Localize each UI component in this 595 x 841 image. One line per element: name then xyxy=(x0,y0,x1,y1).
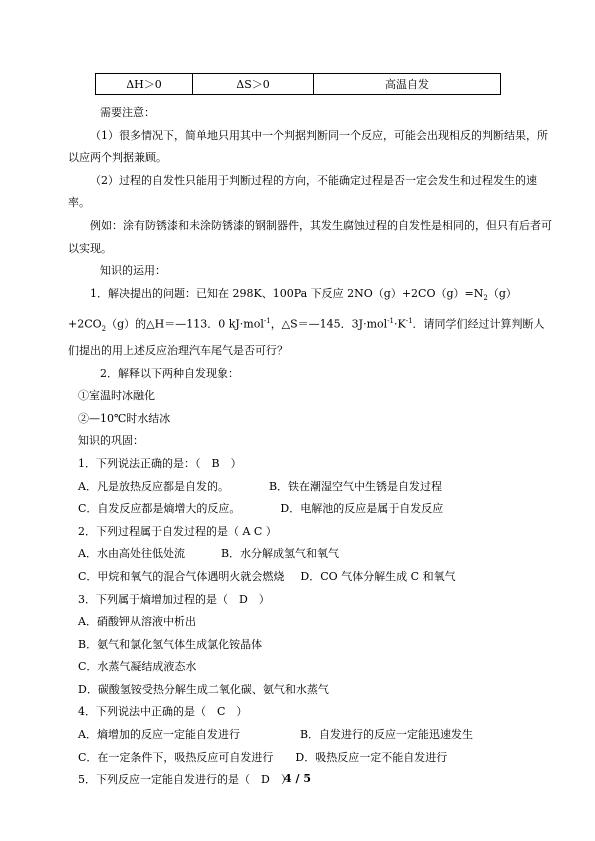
exercise-1-options-ab: A．凡是放热反应都是自发的。 B．铁在潮湿空气中生锈是自发过程 xyxy=(78,479,443,493)
consolidation-heading: 知识的巩固： xyxy=(78,434,144,448)
page-number: 4 / 5 xyxy=(284,772,311,785)
question-2: 2．解释以下两种自发现象： xyxy=(100,366,239,380)
exercise-4-options-ab: A．熵增加的反应一定能自发进行 B．自发进行的反应一定能迅速发生 xyxy=(78,728,474,742)
exercise-5-stem: 5．下列反应一定能自发进行的是（ D ） xyxy=(78,773,292,787)
example-paragraph: 例如：涂有防锈漆和未涂防锈漆的钢制器件，其发生腐蚀过程的自发性是相同的，但只有后者可以实现。 xyxy=(68,218,552,255)
table-cell-dh: ΔH＞0 xyxy=(96,74,193,95)
exercise-2-stem: 2．下列过程属于自发过程的是（ A C ） xyxy=(78,524,277,538)
document-body xyxy=(68,102,552,792)
criteria-table xyxy=(95,73,501,95)
phenomenon-2: ②—10℃时水结冰 xyxy=(78,411,171,425)
note-1: （1）很多情况下，简单地只用其中一个判据判断同一个反应，可能会出现相反的判断结果，所以应两个判据兼顾。 xyxy=(68,128,548,165)
phenomenon-1: ①室温时冰融化 xyxy=(78,389,155,403)
table-row xyxy=(96,74,501,95)
application-heading: 知识的运用： xyxy=(100,264,166,278)
table-cell-result: 高温自发 xyxy=(314,74,501,95)
exercise-3-option-b: B．氨气和氯化氢气体生成氯化铵晶体 xyxy=(78,637,263,651)
exercise-1-stem: 1．下列说法正确的是：（ B ） xyxy=(78,456,242,470)
exercise-2-options-cd: C．甲烷和氧气的混合气体遇明火就会燃烧 D．CO 气体分解生成 C 和氧气 xyxy=(78,569,456,583)
note-heading: 需要注意： xyxy=(100,106,155,119)
exercise-3-option-a: A．硝酸钾从溶液中析出 xyxy=(78,615,196,629)
exercise-4-stem: 4．下列说法中正确的是（ C ） xyxy=(78,705,248,719)
table-cell-ds: ΔS＞0 xyxy=(193,74,314,95)
exercise-3-option-d: D．碳酸氢铵受热分解生成二氧化碳、氨气和水蒸气 xyxy=(78,682,329,696)
exercise-3-option-c: C．水蒸气凝结成液态水 xyxy=(78,660,197,674)
exercise-2-options-ab: A．水由高处往低处流 B．水分解成氢气和氧气 xyxy=(78,547,340,561)
exercise-3-stem: 3．下列属于熵增加过程的是（ D ） xyxy=(78,592,270,606)
exercise-1-options-cd: C．自发反应都是熵增大的反应。 D．电解池的反应是属于自发反应 xyxy=(78,502,444,516)
question-1: 1．解决提出的问题：已知在 298K、100Pa 下反应 $2NO(g)+2CO(g)=N_2(g)+2CO_2(g)$的△H＝—113．0 kJ·mol$^{-1}$，△S＝—145．$3J\cdot mol^{-1}\cdot K^{-1}$．请同学们经过计算判断人们提出的用上述反应治理汽车尾气是否可行？ xyxy=(68,286,545,357)
note-2: （2）过程的自发性只能用于判断过程的方向，不能确定过程是否一定会发生和过程发生的速率。 xyxy=(68,173,537,210)
exercise-4-options-cd: C．在一定条件下，吸热反应可自发进行 D．吸热反应一定不能自发进行 xyxy=(78,750,448,764)
